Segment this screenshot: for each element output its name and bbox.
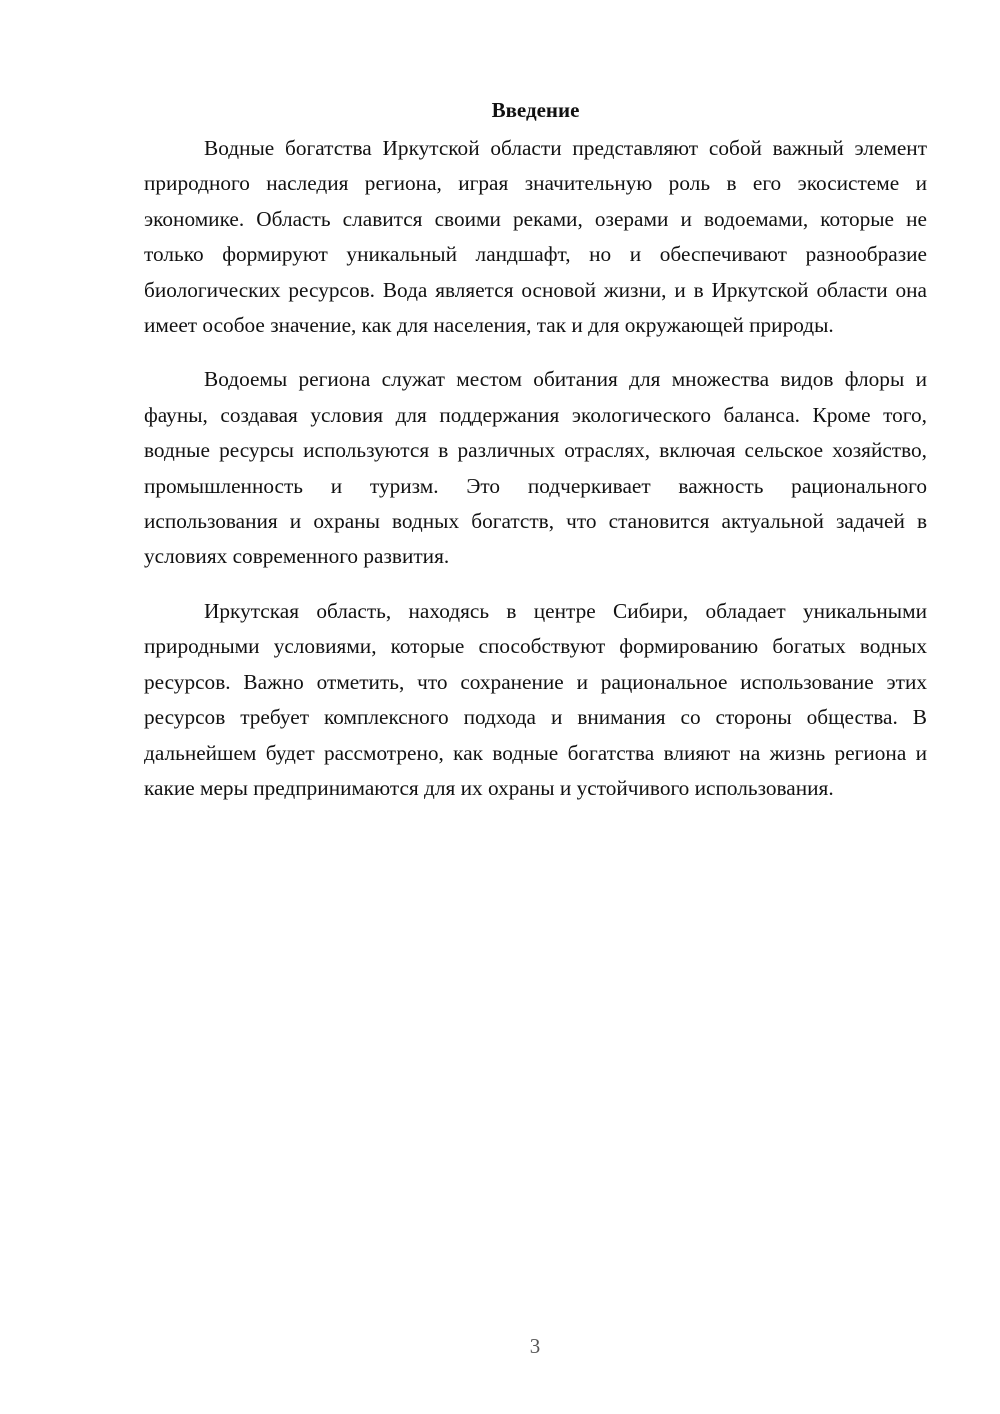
page-content — [144, 95, 927, 825]
paragraph-1: Водные богатства Иркутской области представляют собой важный элемент природного наследия региона, играя значительную роль в его экосистеме и экономике. Область славится своими реками, озерами и водоемами, которые не только формируют уникальный ландшафт, но и обеспечивают разнообразие биологических ресурсов. Вода является основой жизни, и в Иркутской области она имеет особое значение, как для населения, так и для окружающей природы. — [144, 136, 927, 338]
paragraph-3: Иркутская область, находясь в центре Сибири, обладает уникальными природными условиями, которые способствуют формированию богатых водных ресурсов. Важно отметить, что сохранение и рациональное использование этих ресурсов требует комплексного подхода и внимания со стороны общества. В дальнейшем будет рассмотрено, как водные богатства влияют на жизнь региона и какие меры предпринимаются для их охраны и устойчивого использования. — [144, 598, 927, 800]
page-number: 3 — [529, 1334, 541, 1358]
section-heading: Введение — [491, 98, 580, 122]
paragraph-2: Водоемы региона служат местом обитания для множества видов флоры и фауны, создавая условия для поддержания экологического баланса. Кроме того, водные ресурсы используются в различных отраслях, включая сельское хозяйство, промышленность и туризм. Это подчеркивает важность рационального использования и охраны водных богатств, что становится актуальной задачей в условиях современного развития. — [144, 367, 927, 569]
